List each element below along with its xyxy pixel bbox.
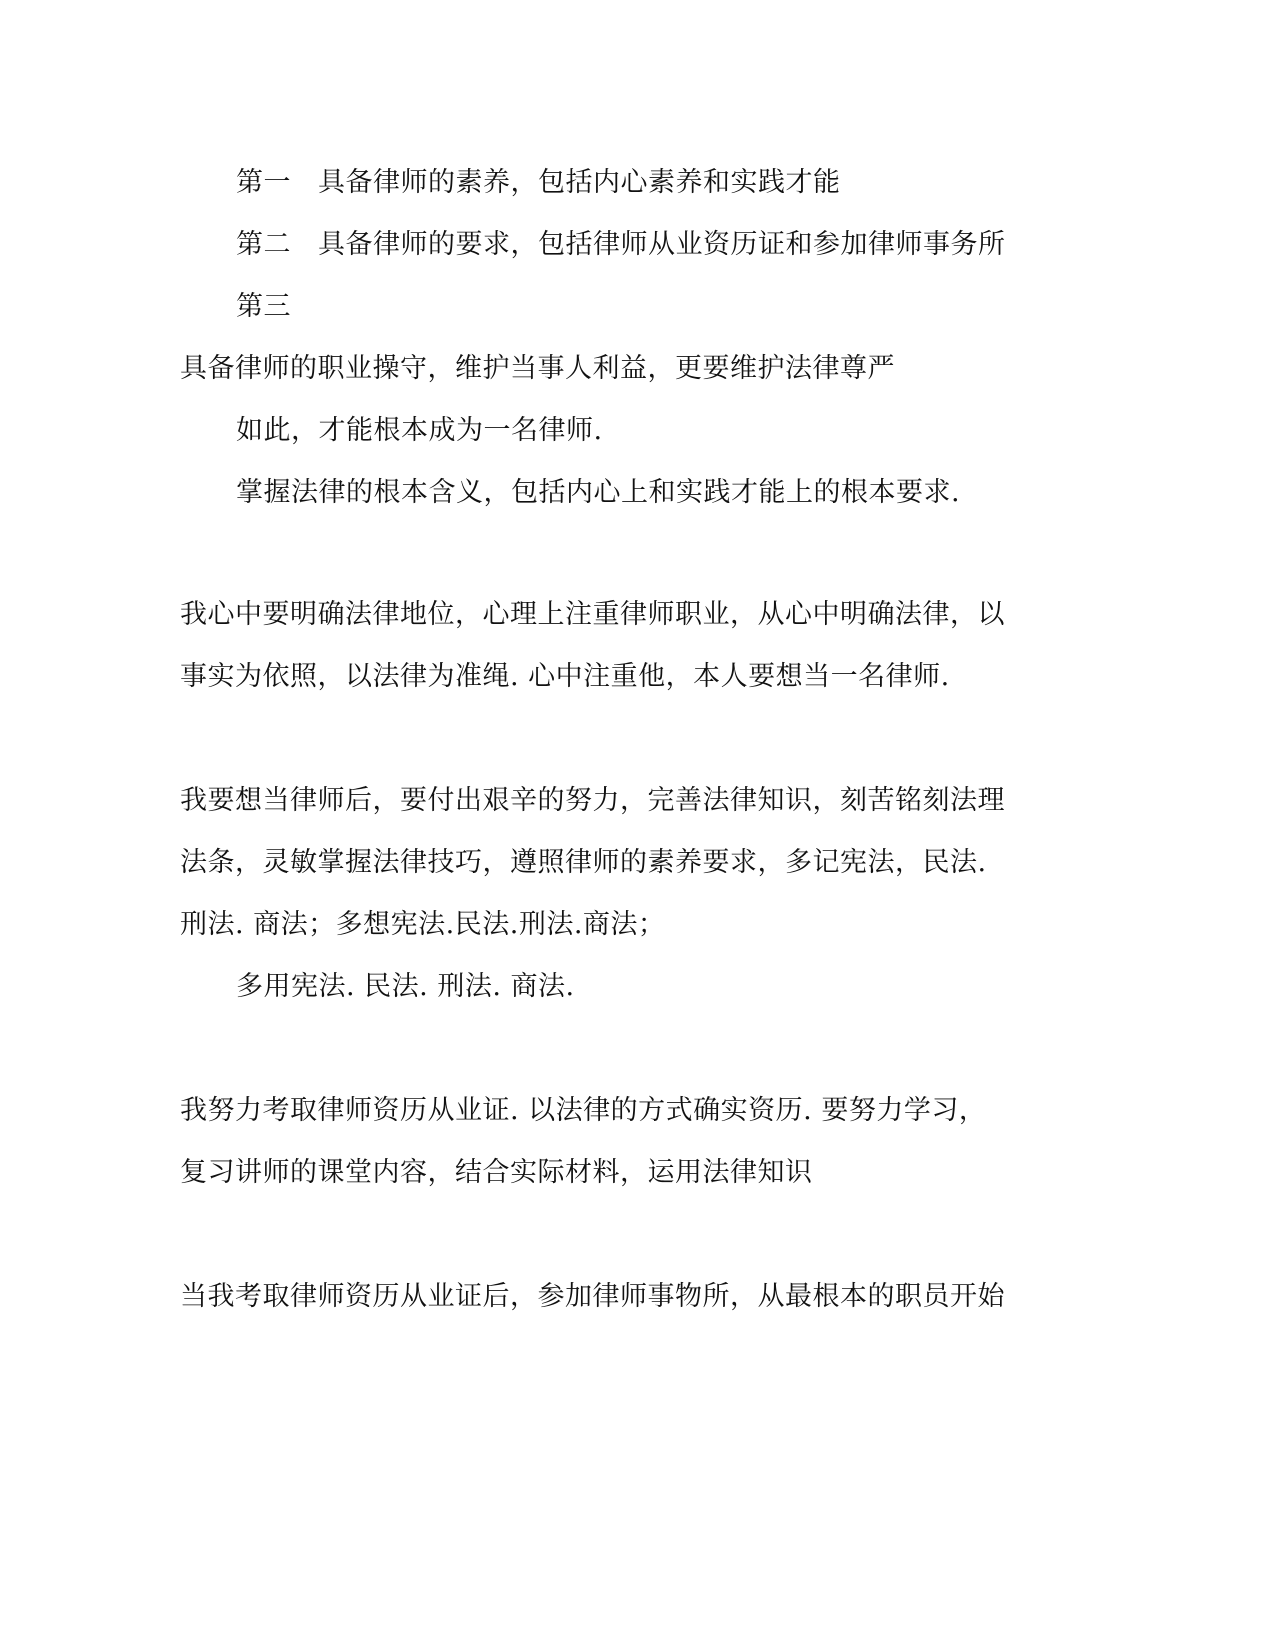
list-item-third: [236, 290, 318, 324]
paragraph-line: 我心中要明确法律地位，心理上注重律师职业，从心中明确法律，以: [180, 599, 1005, 630]
paragraph-line: 法条，灵敏掌握法律技巧，遵照律师的素养要求，多记宪法，民法.: [180, 847, 987, 878]
item-text: 具备律师的素养，包括内心素养和实践才能: [318, 167, 841, 198]
paragraph-line: 复习讲师的课堂内容，结合实际材料，运用法律知识: [180, 1157, 813, 1188]
paragraph-line: 多用宪法. 民法. 刑法. 商法.: [236, 971, 575, 1002]
item-label: 第一: [236, 167, 291, 198]
item-label: 第二: [236, 229, 291, 260]
paragraph-line: 如此，才能根本成为一名律师.: [236, 415, 603, 446]
paragraph-line: 我要想当律师后，要付出艰辛的努力，完善法律知识，刻苦铭刻法理: [180, 785, 1005, 816]
item-text: 具备律师的要求，包括律师从业资历证和参加律师事务所: [318, 229, 1006, 260]
paragraph-line: 我努力考取律师资历从业证. 以法律的方式确实资历. 要努力学习，: [180, 1095, 987, 1126]
paragraph-line: 刑法. 商法；多想宪法.民法.刑法.商法；: [180, 909, 666, 940]
paragraph-line: 事实为依照，以法律为准绳. 心中注重他，本人要想当一名律师.: [180, 661, 950, 692]
paragraph-line: 具备律师的职业操守，维护当事人利益，更要维护法律尊严: [180, 353, 895, 384]
paragraph-line: 当我考取律师资历从业证后，参加律师事物所，从最根本的职员开始: [180, 1281, 1005, 1312]
paragraph-line: 掌握法律的根本含义，包括内心上和实践才能上的根本要求.: [236, 477, 961, 508]
list-item-first: [236, 166, 841, 200]
list-item-second: [236, 228, 1006, 262]
item-label: 第三: [236, 291, 291, 322]
